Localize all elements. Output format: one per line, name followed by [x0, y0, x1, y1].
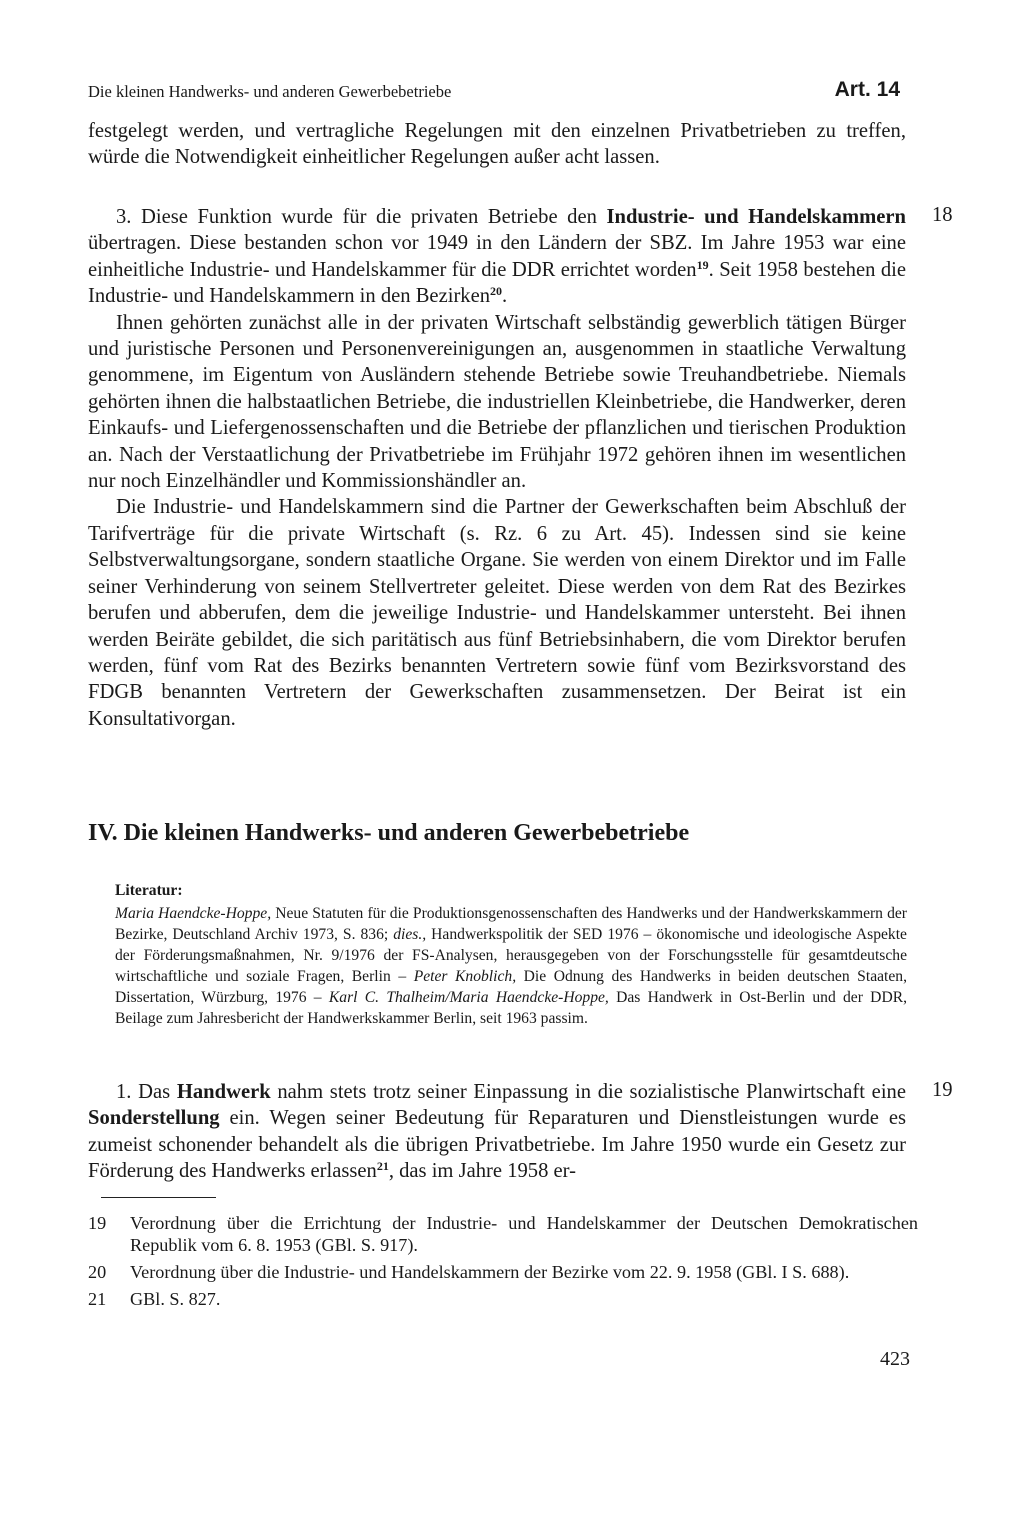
footnotes — [88, 1212, 918, 1315]
footnote-ref-20[interactable]: 20 — [490, 284, 503, 299]
footnote-19 — [88, 1212, 918, 1256]
rz19-bold-term: Sonderstellung — [88, 1107, 220, 1130]
lit-author: Karl C. Thalheim/Maria Haendcke-Hoppe, — [328, 989, 609, 1006]
lit-entry: Die Odnung des Handwerks in beiden deutschen Staaten, Dissertation, Würzburg, 1976 – — [115, 968, 907, 1006]
section-rz18 — [88, 204, 906, 732]
footnote-number: 21 — [88, 1289, 107, 1309]
page-number: 423 — [880, 1348, 910, 1370]
rz19-mid2: ein. Wegen seiner Bedeutung für Reparaturen und Dienstleistungen wurde es zumeist schonender behandelt als die übrigen Privatbetriebe. Im Jahre 1950 wurde ein Gesetz zur Förderung des Handwerks erlassen — [88, 1107, 906, 1183]
footnote-divider — [101, 1197, 216, 1198]
lit-entry: Neue Statuten für die Produktionsgenossenschaften des Handwerks und der Handwerkskammern der Bezirke, Deutschland Archiv 1973, S. 836; — [115, 905, 908, 943]
lit-author: Maria Haendcke-Hoppe, — [115, 905, 272, 922]
margin-number-18: 18 — [932, 204, 953, 226]
rz18-paragraph-2: Ihnen gehörten zunächst alle in der privaten Wirtschaft selbständig gewerblich tätigen Bürger und juristische Personen und Personenvereinigungen an, ausgenommen in staatliche Verwaltung genommene, im Eigentum von Ausländern stehende Betriebe sowie Treuhandbetriebe. Niemals gehörten ihnen die halbstaatlichen Betriebe, die industriellen Kleinbetriebe, die Handwerker, deren Einkaufs- und Liefergenossenschaften und die Betriebe der pflanzlichen und tierischen Produktion an. Nach der Verstaatlichung der Privatbetriebe im Frühjahr 1972 gehören ihnen im wesentlichen nur noch Einzelhändler und Kommissionshändler an. — [88, 311, 906, 493]
footnote-text: Verordnung über die Errichtung der Industrie- und Handelskammer der Deutschen Demokratischen Republik vom 6. 8. 1953 (GBl. S. 917). — [130, 1213, 918, 1255]
rz18-bold-term: Industrie- und Handelskammern — [606, 206, 906, 228]
footnote-text: Verordnung über die Industrie- und Handelskammern der Bezirke vom 22. 9. 1958 (GBl. I S. 688). — [130, 1262, 850, 1282]
lit-entry: Das Handwerk in Ost-Berlin und der DDR, Beilage zum Jahresbericht der Handwerkskammer Berlin, seit 1963 passim. — [115, 989, 908, 1027]
literature-label: Literatur: — [115, 882, 183, 899]
margin-number-19: 19 — [932, 1079, 953, 1101]
rz19-end: , das im Jahre 1958 er- — [388, 1160, 576, 1183]
rz18-mid2: . Seit 1958 bestehen die Industrie- und Handelskammern in den Bezirken — [88, 258, 906, 308]
footnote-number: 20 — [88, 1262, 107, 1282]
rz18-mid: übertragen. Diese bestanden schon vor 1949 in den Ländern der SBZ. Im Jahre 1953 war eine einheitliche Industrie- und Handelskammer für die DDR errichtet worden — [88, 232, 906, 281]
continuation-paragraph: festgelegt werden, und vertragliche Regelungen mit den einzelnen Privatbetrieben zu treffen, würde die Notwendigkeit einheitlicher Regelungen außer acht lassen. — [88, 120, 906, 169]
footnote-text: GBl. S. 827. — [130, 1289, 221, 1309]
rz19-mid: nahm stets trotz seiner Einpassung in die sozialistische Planwirtschaft eine — [277, 1081, 906, 1103]
footnote-number: 19 — [88, 1213, 107, 1233]
running-header — [88, 78, 910, 102]
rz19-bold-term: Handwerk — [176, 1081, 271, 1103]
rz19-paragraph-1 — [88, 1079, 906, 1185]
rz18-paragraph-3: Die Industrie- und Handelskammern sind die Partner der Gewerkschaften beim Abschluß der Tarifverträge für die private Wirtschaft (s. Rz. 6 zu Art. 45). Indessen sind sie keine Selbstverwaltungsorgane, sondern staatliche Organe. Sie werden von einem Direktor und im Falle seiner Verhinderung von seinem Stellvertreter geleitet. Diese werden von dem Rat des Bezirkes berufen und abberufen, dem die jeweilige Industrie- und Handelskammer untersteht. Bei ihnen werden Beiräte gebildet, die sich paritätisch aus fünf Betriebsinhabern, die vom Direktor berufen werden, fünf vom Rat des Bezirks benannten Vertretern sowie fünf vom Bezirksvorstand des FDGB benannten Vertretern der Gewerkschaften zusammensetzen. Der Beirat ist ein Konsultativorgan. — [88, 496, 906, 730]
lit-entry: Handwerkspolitik der SED 1976 – ökonomische und ideologische Aspekte der Förderungsmaßnahmen, Nr. 9/1976 der FS-Analysen, herausgegeben von der Forschungsstelle für gesamtdeutsche wirtschaftliche und soziale Fragen, Berlin – — [115, 926, 907, 985]
lit-author: dies., — [393, 926, 427, 943]
rz19-lead: 1. Das — [116, 1081, 171, 1103]
continuation-text — [88, 118, 906, 171]
footnote-ref-19[interactable]: 19 — [696, 257, 709, 272]
article-label: Art. 14 — [834, 78, 900, 101]
section-rz19 — [88, 1079, 906, 1185]
running-title: Die kleinen Handwerks- und anderen Gewerbebetriebe — [88, 82, 452, 101]
footnote-21 — [88, 1288, 918, 1310]
rz18-end: . — [502, 285, 508, 308]
literature-block — [115, 880, 907, 1029]
section-heading-iv: IV. Die kleinen Handwerks- und anderen Gewerbebetriebe — [88, 820, 690, 846]
rz18-lead: 3. Diese Funktion wurde für die privaten Betriebe den — [116, 206, 597, 228]
footnote-20 — [88, 1261, 918, 1283]
lit-author: Peter Knoblich, — [413, 968, 517, 985]
rz18-paragraph-1 — [88, 204, 906, 310]
literature-text — [115, 905, 907, 1027]
footnote-ref-21[interactable]: 21 — [376, 1159, 389, 1174]
